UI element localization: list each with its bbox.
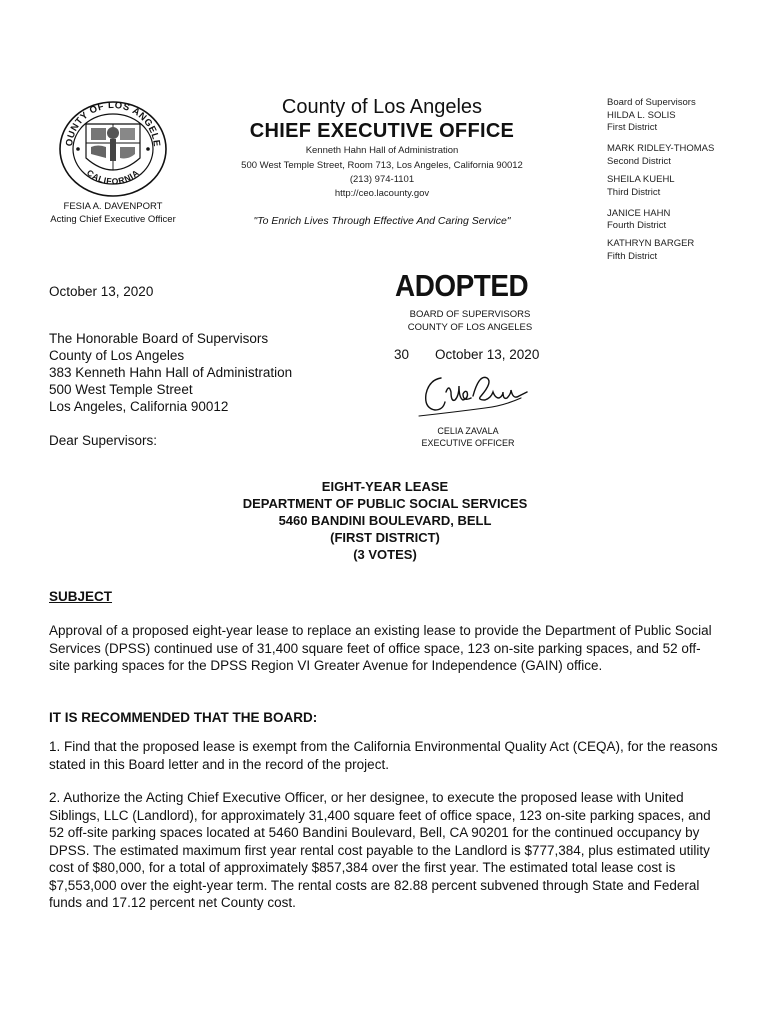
- recipient-line: The Honorable Board of Supervisors: [49, 331, 269, 346]
- signature: [415, 368, 535, 424]
- recipient-line: County of Los Angeles: [49, 348, 185, 363]
- salutation: Dear Supervisors:: [49, 433, 158, 448]
- stamp-county-line: COUNTY OF LOS ANGELES: [407, 322, 533, 333]
- subject-heading: SUBJECT: [49, 589, 113, 604]
- county-name: County of Los Angeles: [281, 96, 483, 118]
- recommendation-1: 1. Find that the proposed lease is exempt from the California Environmental Quality Act (CEQA), for the reasons stated in this Board letter and in the record of the project.: [49, 739, 718, 772]
- subject-paragraph: Approval of a proposed eight-year lease to replace an existing lease to provide the Department of Public Social Services (DPSS) continued use of 31,400 square feet of office space, 123 on-site parking spaces, and 52 off-site parking spaces for the DPSS Region VI Greater Avenue for Independence (GAIN) office.: [49, 623, 712, 673]
- officer-name: FESIA A. DAVENPORT: [63, 201, 163, 212]
- recommendation-2: 2. Authorize the Acting Chief Executive Officer, or her designee, to execute the proposed lease with United Siblings, LLC (Landlord), for approximately 31,400 square feet of office space, 123 on-site parking spaces, and 52 off-site parking spaces located at 5460 Bandini Boulevard, Bell, CA 90201 for the continued occupancy by DPSS. The estimated maximum first year rental cost payable to the Landlord is $777,384, plus estimated utility cost of $80,000, for a total of approximately $857,384 over the first year. The estimated total lease cost is $7,553,000 over the eight-year term. The rental costs are 82.88 percent subvened through State and Federal funds and 17.12 percent net County cost.: [49, 790, 711, 910]
- address-line-website: http://ceo.lacounty.gov: [334, 188, 430, 199]
- board-member-district: First District: [607, 122, 658, 133]
- board-member-name: MARK RIDLEY-THOMAS: [607, 143, 715, 154]
- county-seal: [58, 100, 168, 198]
- board-member-name: HILDA L. SOLIS: [607, 110, 676, 121]
- recipient-line: Los Angeles, California 90012: [49, 399, 229, 414]
- letter-title-line: EIGHT-YEAR LEASE: [321, 479, 449, 494]
- board-member-name: SHEILA KUEHL: [607, 174, 675, 185]
- adopted-stamp-title: ADOPTED: [395, 268, 529, 303]
- stamp-board-line: BOARD OF SUPERVISORS: [409, 309, 531, 320]
- board-member-name: KATHRYN BARGER: [607, 238, 695, 249]
- board-member-district: Fifth District: [607, 251, 658, 262]
- office-name: CHIEF EXECUTIVE OFFICE: [249, 120, 515, 142]
- letter-title-line: 5460 BANDINI BOULEVARD, BELL: [278, 513, 492, 528]
- board-member-name: JANICE HAHN: [607, 208, 671, 219]
- officer-title: Acting Chief Executive Officer: [50, 214, 176, 225]
- seal-ring-bottom: CALIFORNIA: [84, 167, 142, 187]
- board-member-district: Fourth District: [607, 220, 667, 231]
- letter-title-line: (FIRST DISTRICT): [330, 530, 440, 545]
- stamp-signer-title: EXECUTIVE OFFICER: [421, 438, 515, 448]
- letter-date: October 13, 2020: [49, 284, 154, 299]
- board-member-district: Third District: [607, 187, 661, 198]
- office-motto: "To Enrich Lives Through Effective And Caring Service": [253, 215, 511, 227]
- recommendation-heading: IT IS RECOMMENDED THAT THE BOARD:: [49, 710, 318, 725]
- board-member-district: Second District: [607, 156, 671, 167]
- recipient-line: 500 West Temple Street: [49, 382, 193, 397]
- stamp-signer-name: CELIA ZAVALA: [437, 426, 499, 436]
- seal-ring-top: OUNTY OF LOS ANGELE: [63, 100, 163, 148]
- address-line-street: 500 West Temple Street, Room 713, Los Angeles, California 90012: [241, 160, 523, 171]
- letter-title-line: DEPARTMENT OF PUBLIC SOCIAL SERVICES: [242, 496, 528, 511]
- address-line-building: Kenneth Hahn Hall of Administration: [305, 145, 459, 156]
- letter-title-line: (3 VOTES): [353, 547, 417, 562]
- address-line-phone: (213) 974-1101: [349, 174, 415, 185]
- board-heading: Board of Supervisors: [607, 97, 696, 108]
- stamp-date: October 13, 2020: [435, 347, 540, 362]
- stamp-item-number: 30: [394, 347, 410, 362]
- recipient-line: 383 Kenneth Hahn Hall of Administration: [49, 365, 293, 380]
